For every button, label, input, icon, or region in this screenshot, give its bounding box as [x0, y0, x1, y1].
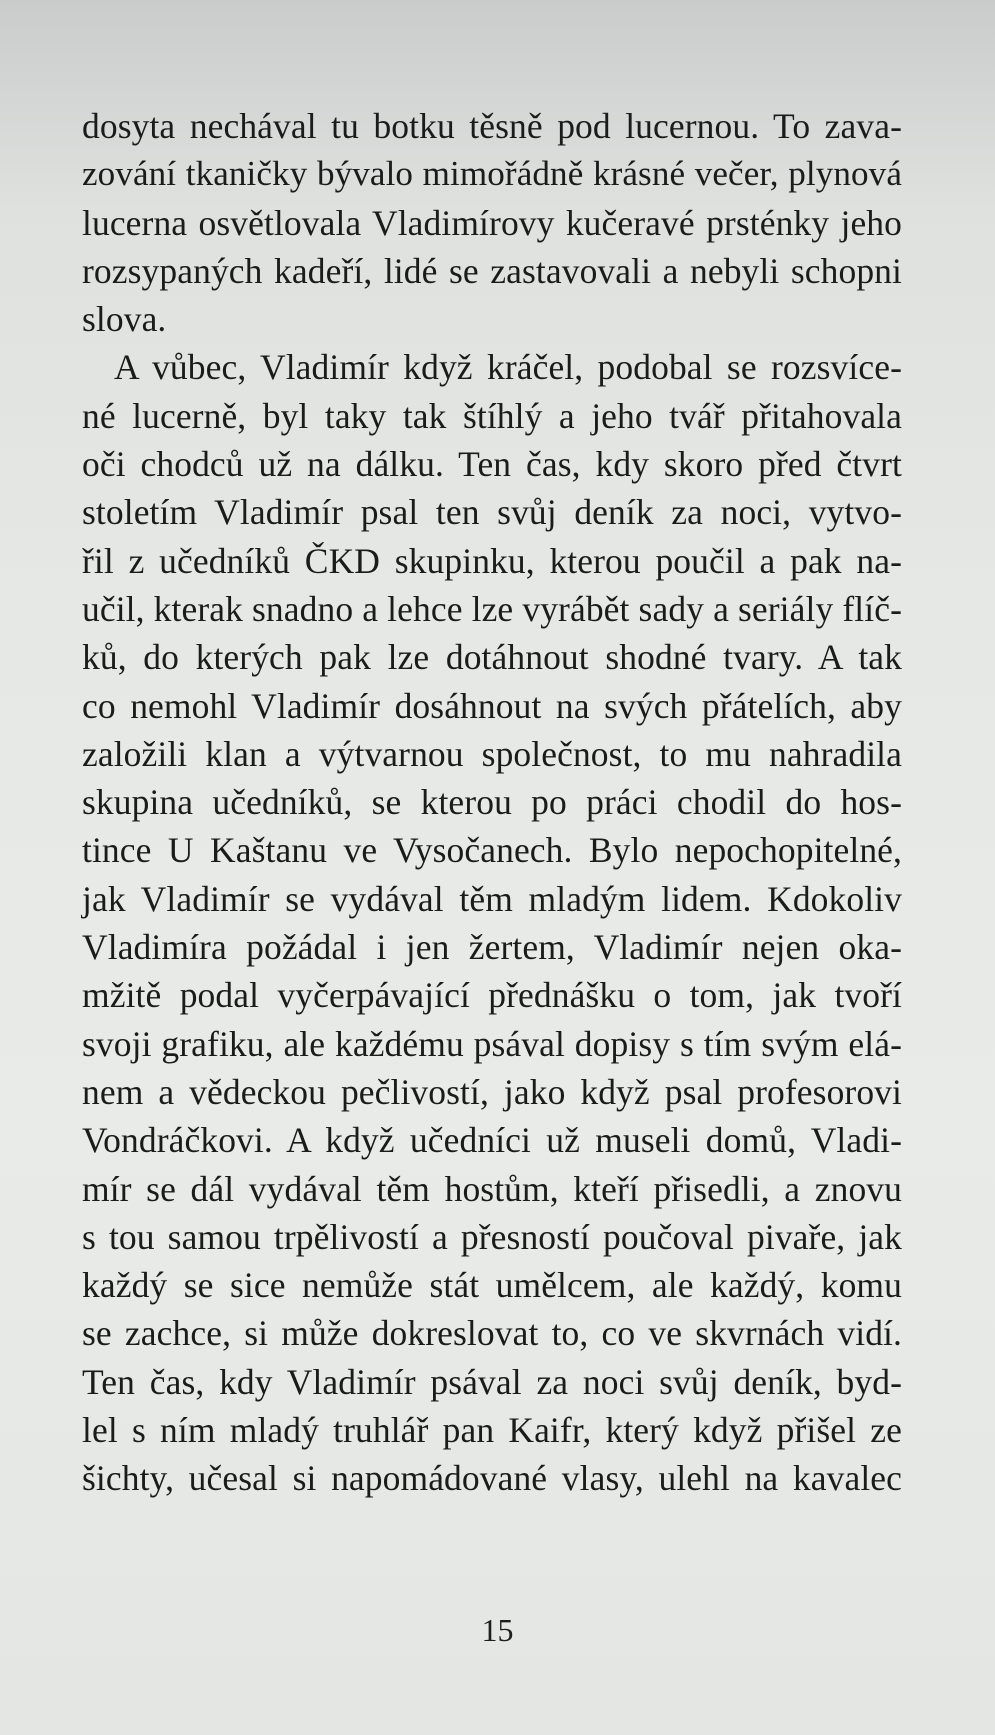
text-line: se zachce, si může dokreslovat to, co ve skvrnách vidí. [82, 1313, 902, 1354]
text-line: lucerna osvětlovala Vladimírovy kučeravé prsténky jeho [82, 202, 902, 243]
text-line: slova. [82, 299, 167, 340]
text-line: Vladimíra požádal i jen žertem, Vladimír nejen oka- [82, 927, 902, 968]
text-line: šichty, učesal si napomádované vlasy, ulehl na kavalec [82, 1458, 902, 1499]
text-line: mír se dál vydával těm hostům, kteří přisedli, a znovu [82, 1168, 902, 1209]
text-line: stoletím Vladimír psal ten svůj deník za noci, vytvo- [82, 492, 902, 533]
body-text [82, 102, 902, 1503]
text-line: každý se sice nemůže stát umělcem, ale každý, komu [82, 1265, 902, 1306]
text-line: Vondráčkovi. A když učedníci už museli domů, Vladi- [82, 1120, 902, 1161]
text-line: ků, do kterých pak lze dotáhnout shodné tvary. A tak [82, 637, 902, 678]
text-line: rozsypaných kadeří, lidé se zastavovali a nebyli schopni [82, 250, 902, 291]
text-line: svoji grafiku, ale každému psával dopisy s tím svým elá- [82, 1023, 902, 1064]
paragraph-start-line: A vůbec, Vladimír když kráčel, podobal se rozsvíce- [114, 347, 902, 388]
text-line: s tou samou trpělivostí a přesností poučoval pivaře, jak [82, 1216, 902, 1257]
page-number: 15 [481, 1612, 514, 1648]
text-line: mžitě podal vyčerpávající přednášku o tom, jak tvoří [82, 975, 902, 1016]
text-line: učil, kterak snadno a lehce lze vyrábět sady a seriály flíč- [82, 588, 902, 629]
text-line: lel s ním mladý truhlář pan Kaifr, který když přišel ze [82, 1410, 902, 1451]
text-line: co nemohl Vladimír dosáhnout na svých přátelích, aby [82, 685, 902, 726]
text-line: dosyta nechával tu botku těsně pod lucernou. To zava- [82, 106, 902, 146]
text-line: nem a vědeckou pečlivostí, jako když psal profesorovi [82, 1071, 902, 1112]
text-line: né lucerně, byl taky tak štíhlý a jeho tvář přitahovala [82, 395, 902, 436]
text-line: tince U Kaštanu ve Vysočanech. Bylo nepochopitelné, [82, 830, 902, 871]
text-line: Ten čas, kdy Vladimír psával za noci svůj deník, byd- [82, 1361, 902, 1402]
text-line: oči chodců už na dálku. Ten čas, kdy skoro před čtvrt [82, 444, 902, 485]
text-line: jak Vladimír se vydával těm mladým lidem. Kdokoliv [82, 878, 902, 919]
text-line: založili klan a výtvarnou společnost, to mu nahradila [82, 733, 902, 774]
text-line: zování tkaničky bývalo mimořádně krásné večer, plynová [82, 154, 902, 194]
text-line: řil z učedníků ČKD skupinku, kterou poučil a pak na- [82, 540, 902, 581]
text-line: skupina učedníků, se kterou po práci chodil do hos- [82, 782, 902, 823]
